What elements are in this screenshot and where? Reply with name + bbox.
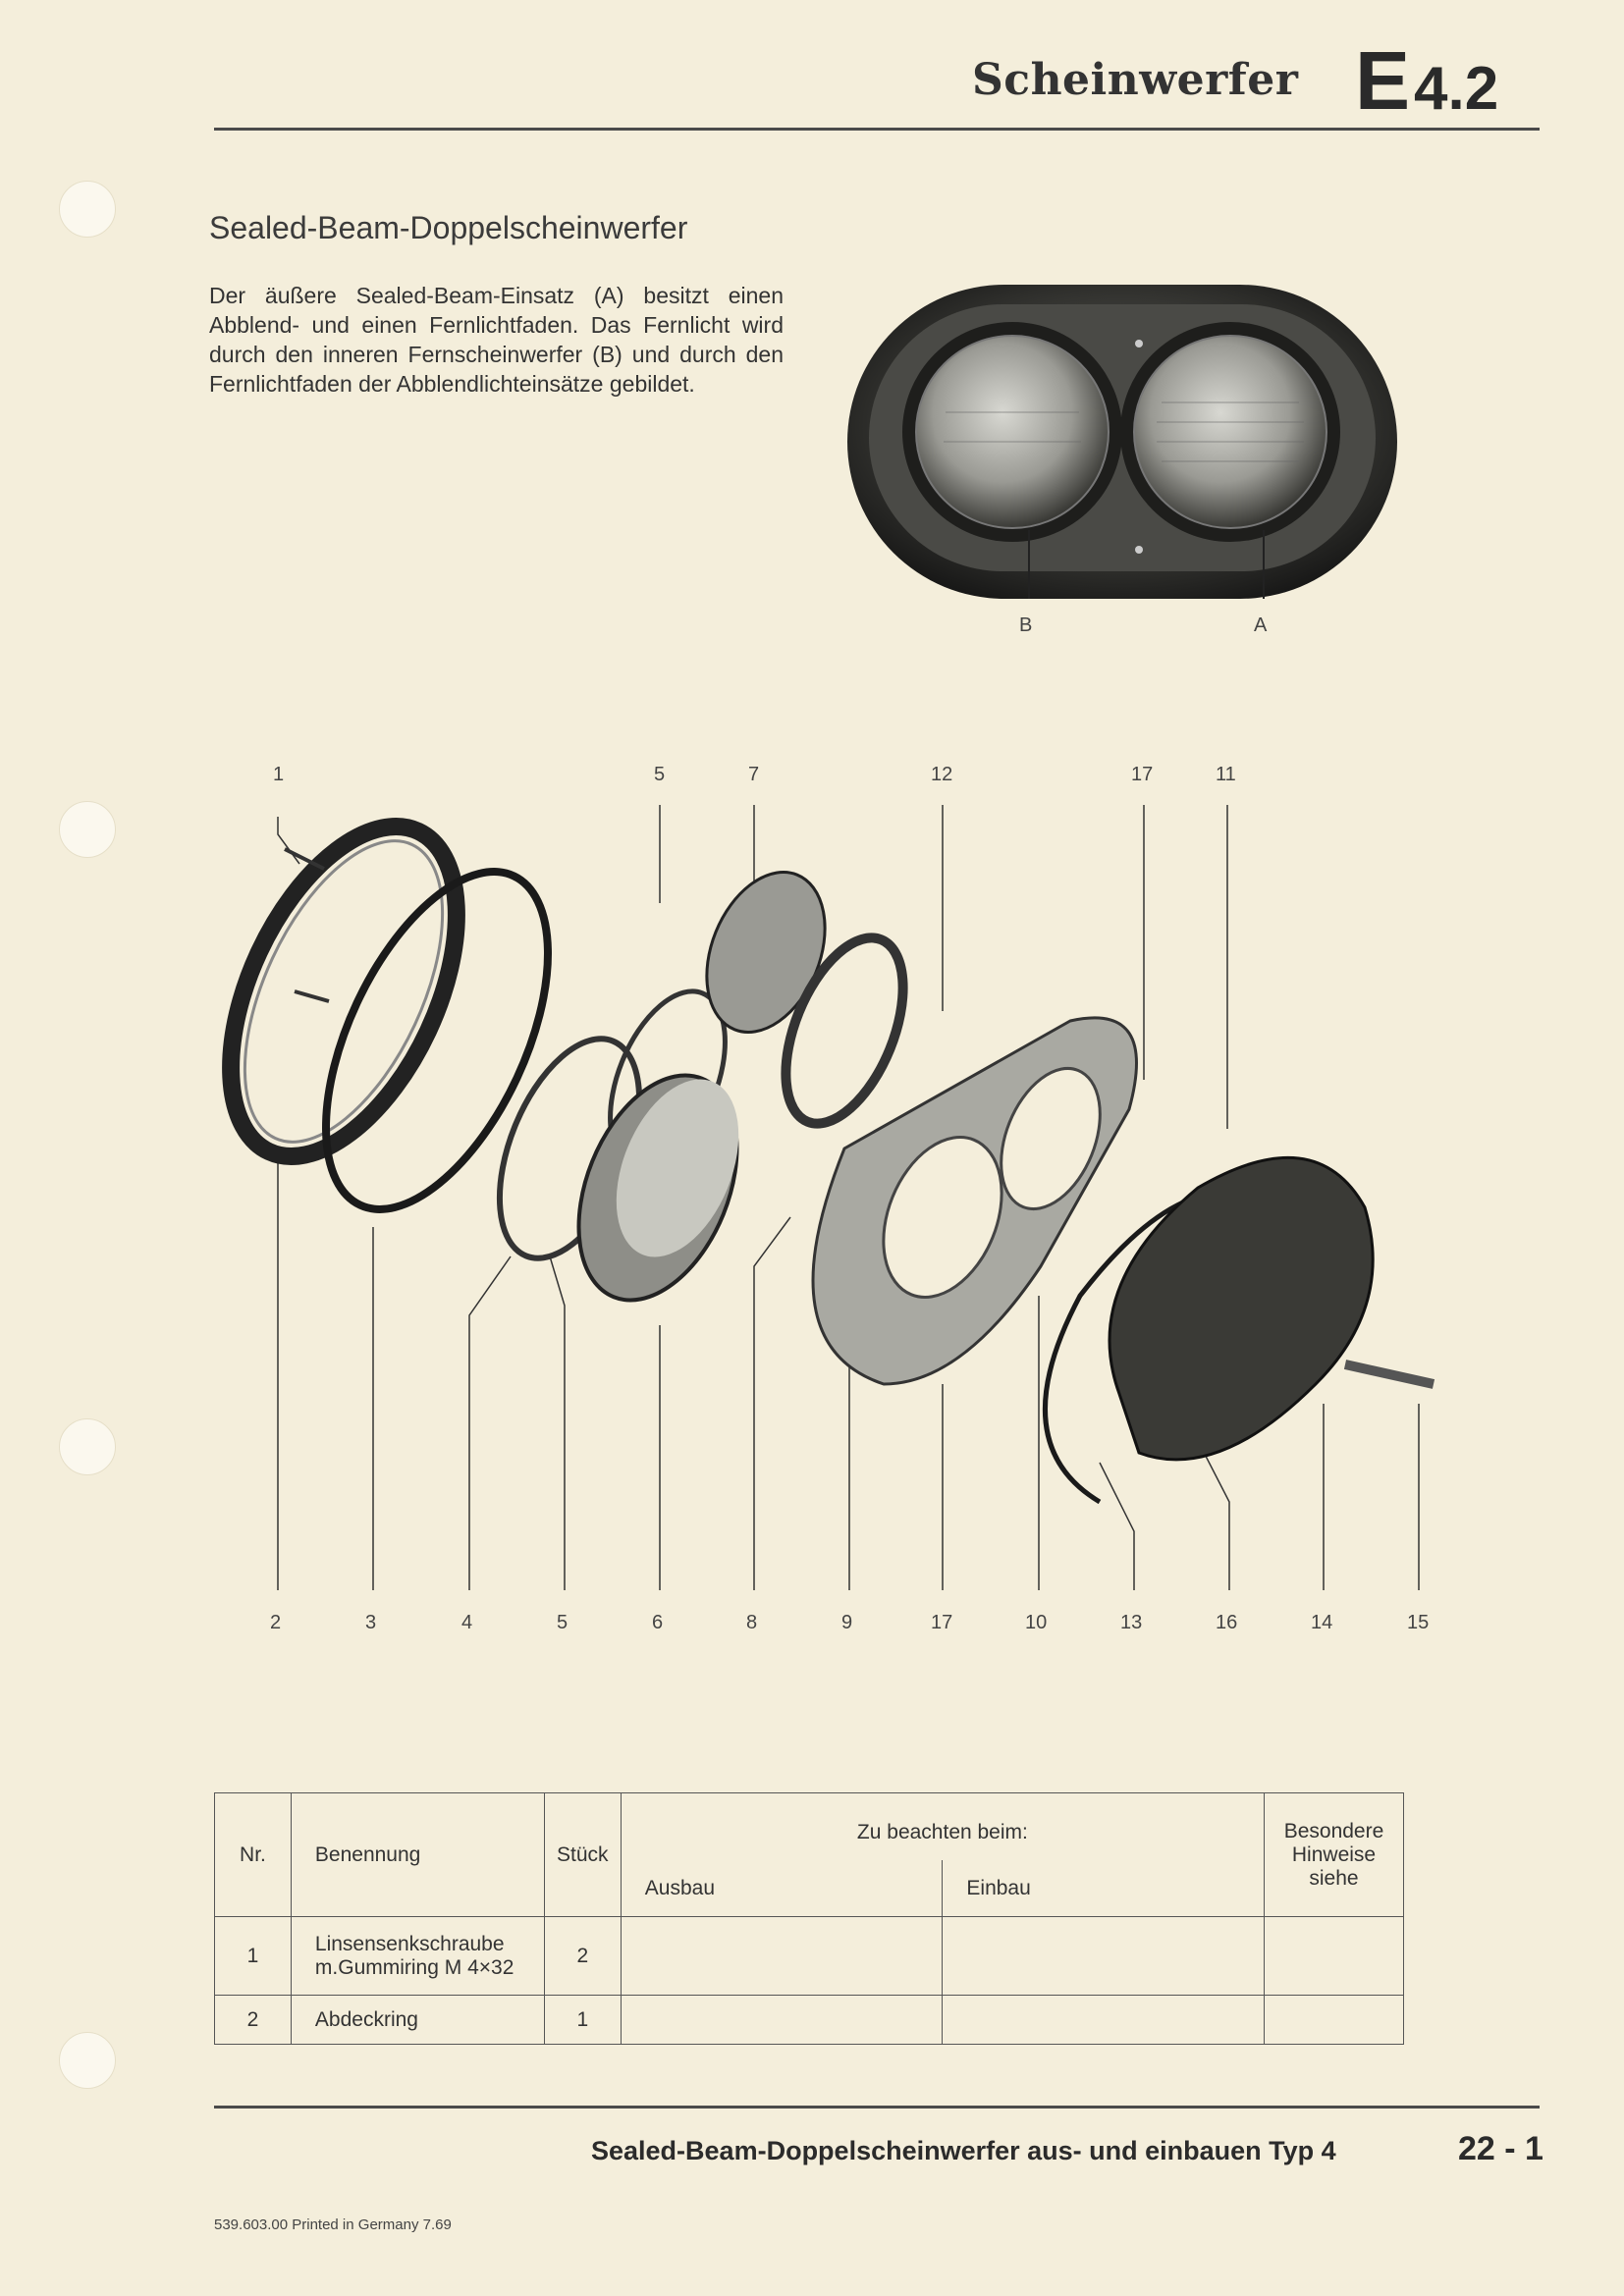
section-code bbox=[1355, 33, 1498, 129]
table-row bbox=[215, 1996, 1404, 2045]
cell-name: Abdeckring bbox=[291, 1996, 544, 2045]
print-line: 539.603.00 Printed in Germany 7.69 bbox=[214, 2216, 452, 2233]
cell-install bbox=[943, 1917, 1265, 1996]
col-header-install: Einbau bbox=[943, 1860, 1265, 1917]
binder-hole bbox=[59, 1418, 116, 1475]
section-code-number: 4.2 bbox=[1414, 55, 1499, 123]
callout-b: B bbox=[1019, 614, 1033, 636]
cell-removal bbox=[621, 1996, 943, 2045]
col-header-nr: Nr. bbox=[215, 1793, 292, 1917]
part-number-label: 5 bbox=[557, 1612, 568, 1633]
binder-hole bbox=[59, 2032, 116, 2089]
part-number-label: 2 bbox=[270, 1612, 282, 1633]
part-number-label: 17 bbox=[1131, 764, 1154, 785]
cell-qty: 2 bbox=[544, 1917, 621, 1996]
cell-install bbox=[943, 1996, 1265, 2045]
section-title: Sealed-Beam-Doppelscheinwerfer bbox=[209, 210, 688, 245]
intro-text: Der äußere Sealed-Beam-Einsatz (A) besitzt einen Abblend- und einen Fernlichtfaden. Das Fernlicht wird durch den inneren Fernscheinwerfer (B) und durch den Fernlichtfaden der Abblendlichteinsätze gebildet. bbox=[209, 283, 784, 397]
footer-rule bbox=[214, 2106, 1540, 2109]
part-number-label: 4 bbox=[461, 1612, 473, 1633]
page-number: 22 - 1 bbox=[1458, 2130, 1543, 2167]
footer-title: Sealed-Beam-Doppelscheinwerfer aus- und einbauen Typ 4 bbox=[591, 2136, 1336, 2165]
col-header-note-group: Zu beachten beim: bbox=[621, 1793, 1264, 1861]
cell-qty: 1 bbox=[544, 1996, 621, 2045]
binder-hole bbox=[59, 181, 116, 238]
parts-table bbox=[214, 1792, 1404, 2045]
header-title: Scheinwerfer bbox=[972, 55, 1299, 105]
part-number-label: 17 bbox=[931, 1612, 953, 1633]
cell-nr: 2 bbox=[215, 1996, 292, 2045]
col-header-name: Benennung bbox=[291, 1793, 544, 1917]
table-row bbox=[215, 1917, 1404, 1996]
col-header-qty: Stück bbox=[544, 1793, 621, 1917]
part-number-label: 10 bbox=[1025, 1612, 1048, 1633]
headlight-photo bbox=[847, 285, 1397, 599]
exploded-view-diagram bbox=[216, 756, 1483, 1639]
col-header-special: Besondere Hinweise siehe bbox=[1265, 1793, 1404, 1917]
header-rule bbox=[214, 128, 1540, 131]
cell-special bbox=[1265, 1917, 1404, 1996]
cell-name: Linsensenkschraube m.Gummiring M 4×32 bbox=[291, 1917, 544, 1996]
part-number-label: 12 bbox=[931, 764, 953, 785]
cell-special bbox=[1265, 1996, 1404, 2045]
part-number-label: 5 bbox=[654, 764, 666, 785]
part-number-label: 11 bbox=[1216, 764, 1236, 785]
part-number-label: 3 bbox=[365, 1612, 377, 1633]
part-number-label: 7 bbox=[748, 764, 760, 785]
section-code-letter: E bbox=[1355, 34, 1411, 127]
callout-a: A bbox=[1254, 614, 1268, 636]
col-header-removal: Ausbau bbox=[621, 1860, 943, 1917]
part-number-label: 9 bbox=[841, 1612, 853, 1633]
part-number-label: 6 bbox=[652, 1612, 664, 1633]
binder-hole bbox=[59, 801, 116, 858]
part-number-label: 16 bbox=[1216, 1612, 1238, 1633]
table-header-row bbox=[215, 1793, 1404, 1861]
part-number-label: 13 bbox=[1120, 1612, 1143, 1633]
part-number-label: 15 bbox=[1407, 1612, 1430, 1633]
part-number-label: 8 bbox=[746, 1612, 758, 1633]
cell-nr: 1 bbox=[215, 1917, 292, 1996]
cell-removal bbox=[621, 1917, 943, 1996]
part-number-label: 1 bbox=[273, 764, 285, 785]
part-number-label: 14 bbox=[1311, 1612, 1333, 1633]
